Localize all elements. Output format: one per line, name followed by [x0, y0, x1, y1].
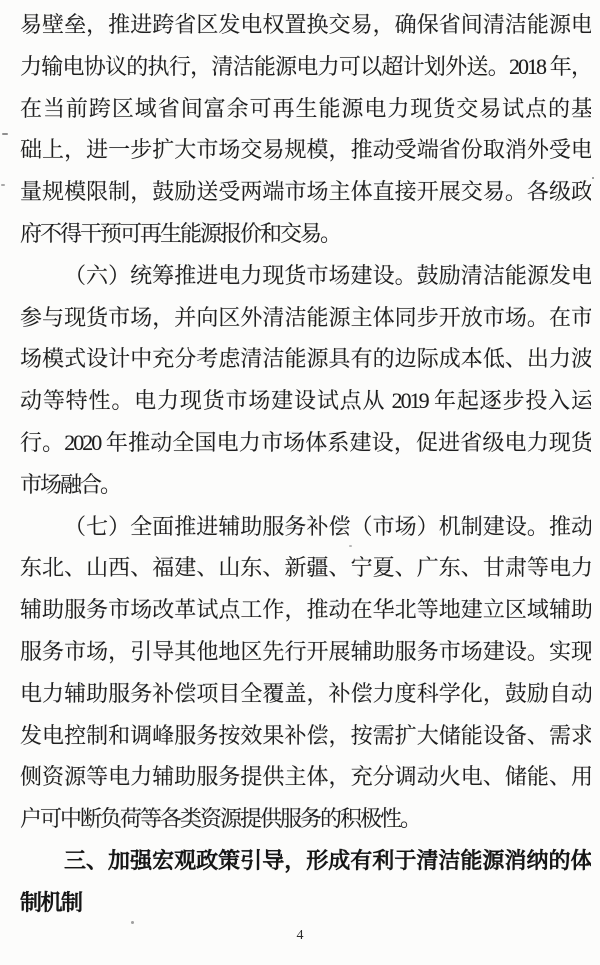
text-line: 行。2020 年推动全国电力市场体系建设，促进省级电力现货: [20, 429, 591, 455]
scan-artifact: [349, 545, 352, 547]
document-text-block: [20, 4, 591, 924]
text-line: 场模式设计中充分考虑清洁能源具有的边际成本低、出力波: [20, 346, 591, 372]
page-number: 4: [296, 928, 304, 943]
text-line: 量规模限制，鼓励送受两端市场主体直接开展交易。各级政: [20, 179, 591, 205]
text-line: 户可中断负荷等各类资源提供服务的积极性。: [20, 806, 421, 832]
section-heading-line: 三、加强宏观政策引导，形成有利于清洁能源消纳的体: [64, 847, 591, 873]
scan-artifact: [131, 921, 134, 924]
text-line: 动等特性。电力现货市场建设试点从 2019 年起逐步投入运: [20, 388, 591, 414]
text-line: 服务市场，引导其他地区先行开展辅助服务市场建设。实现: [20, 638, 591, 664]
scan-artifact: [592, 177, 594, 179]
text-line: 侧资源等电力辅助服务提供主体，充分调动火电、储能、用: [20, 764, 591, 790]
scan-artifact: [2, 133, 8, 135]
text-line: 市场融合。: [20, 471, 121, 497]
text-line: 辅助服务市场改革试点工作，推动在华北等地建立区域辅助: [20, 597, 591, 623]
text-line: 东北、山西、福建、山东、新疆、宁夏、广东、甘肃等电力: [20, 555, 591, 581]
text-line: 力输电协议的执行，清洁能源电力可以超计划外送。2018 年，: [20, 53, 591, 79]
text-line: 础上，进一步扩大市场交易规模，推动受端省份取消外受电: [20, 137, 591, 163]
text-line: 参与现货市场，并向区外清洁能源主体同步开放市场。在市: [20, 304, 591, 330]
text-line: 府不得干预可再生能源报价和交易。: [20, 220, 341, 246]
text-line: 在当前跨区域省间富余可再生能源电力现货交易试点的基: [20, 95, 591, 121]
scan-artifact: [1, 184, 5, 186]
text-line: 易壁垒，推进跨省区发电权置换交易，确保省间清洁能源电: [20, 12, 591, 37]
paragraph-start-line: （六）统筹推进电力现货市场建设。鼓励清洁能源发电: [64, 262, 591, 288]
text-line: 发电控制和调峰服务按效果补偿，按需扩大储能设备、需求: [20, 722, 591, 748]
text-line: 电力辅助服务补偿项目全覆盖，补偿力度科学化，鼓励自动: [20, 680, 591, 706]
paragraph-start-line: （七）全面推进辅助服务补偿（市场）机制建设。推动: [64, 513, 591, 539]
section-heading-line: 制机制: [20, 889, 82, 915]
